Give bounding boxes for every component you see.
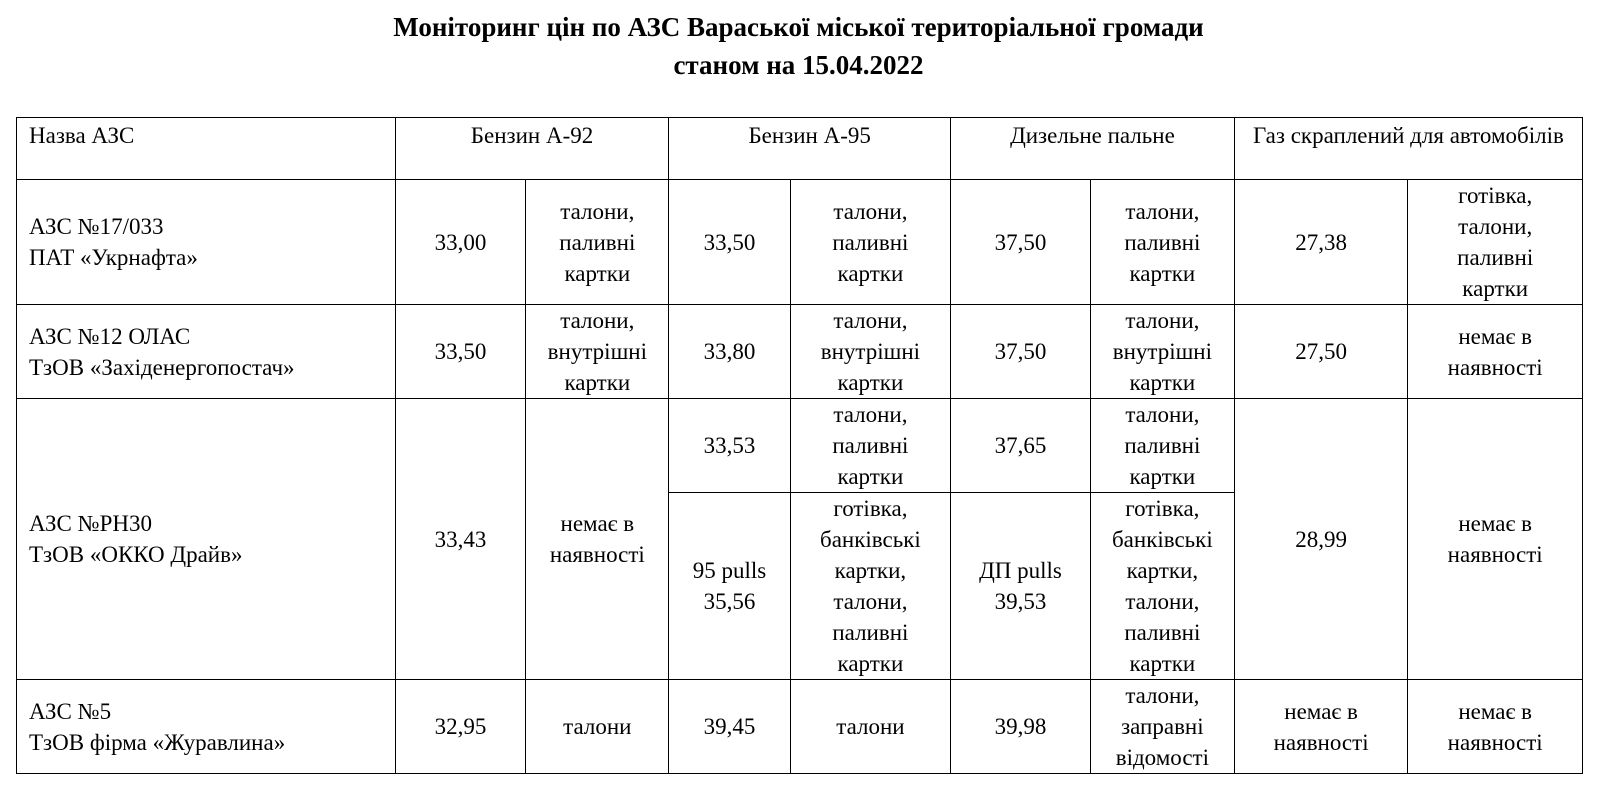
title-line-2: станом на 15.04.2022 xyxy=(673,50,924,80)
a92-price: 32,95 xyxy=(395,680,526,774)
station-name: АЗС №5 ТзОВ фірма «Журавлина» xyxy=(17,680,396,774)
a95-payment: талони xyxy=(790,680,950,774)
diesel-price: 37,65 xyxy=(951,399,1091,493)
diesel-pulls-payment: готівка, банківські картки, талони, паливні картки xyxy=(1090,493,1234,680)
a95-price: 33,80 xyxy=(669,305,790,399)
a92-price: 33,00 xyxy=(395,180,526,305)
gas-price: немає в наявності xyxy=(1234,680,1408,774)
diesel-payment: талони, паливні картки xyxy=(1090,180,1234,305)
header-a95: Бензин А-95 xyxy=(669,118,951,180)
gas-payment: готівка, талони, паливні картки xyxy=(1408,180,1583,305)
a95-pulls-price: 95 pulls 35,56 xyxy=(669,493,790,680)
diesel-price: 39,98 xyxy=(951,680,1091,774)
a95-price: 33,53 xyxy=(669,399,790,493)
station-name: АЗС №12 ОЛАС ТзОВ «Західенергопостач» xyxy=(17,305,396,399)
station-name: АЗС №17/033 ПАТ «Укрнафта» xyxy=(17,180,396,305)
a95-price: 39,45 xyxy=(669,680,790,774)
diesel-payment: талони, заправні відомості xyxy=(1090,680,1234,774)
diesel-payment: талони, паливні картки xyxy=(1090,399,1234,493)
a92-payment: талони xyxy=(526,680,669,774)
a92-price: 33,50 xyxy=(395,305,526,399)
table-row xyxy=(17,680,1583,774)
table-header-row xyxy=(17,118,1583,180)
a92-price: 33,43 xyxy=(395,399,526,680)
document-title xyxy=(0,8,1597,84)
table-row xyxy=(17,305,1583,399)
diesel-pulls-price: ДП pulls 39,53 xyxy=(951,493,1091,680)
a95-payment: талони, паливні картки xyxy=(790,180,950,305)
gas-price: 27,38 xyxy=(1234,180,1408,305)
table-row xyxy=(17,399,1583,493)
header-name: Назва АЗС xyxy=(17,118,396,180)
diesel-price: 37,50 xyxy=(951,180,1091,305)
title-line-1: Моніторинг цін по АЗС Вараської міської територіальної громади xyxy=(393,12,1204,42)
a92-payment: талони, внутрішні картки xyxy=(526,305,669,399)
header-diesel: Дизельне пальне xyxy=(951,118,1235,180)
a92-payment: немає в наявності xyxy=(526,399,669,680)
a92-payment: талони, паливні картки xyxy=(526,180,669,305)
gas-payment: немає в наявності xyxy=(1408,399,1583,680)
diesel-price: 37,50 xyxy=(951,305,1091,399)
a95-payment: талони, паливні картки xyxy=(790,399,950,493)
station-name: АЗС №РН30 ТзОВ «ОККО Драйв» xyxy=(17,399,396,680)
a95-price: 33,50 xyxy=(669,180,790,305)
gas-payment: немає в наявності xyxy=(1408,305,1583,399)
header-a92: Бензин А-92 xyxy=(395,118,669,180)
diesel-payment: талони, внутрішні картки xyxy=(1090,305,1234,399)
a95-pulls-payment: готівка, банківські картки, талони, паливні картки xyxy=(790,493,950,680)
a95-payment: талони, внутрішні картки xyxy=(790,305,950,399)
fuel-price-table xyxy=(16,117,1583,774)
gas-payment: немає в наявності xyxy=(1408,680,1583,774)
header-gas: Газ скраплений для автомобілів xyxy=(1234,118,1582,180)
gas-price: 28,99 xyxy=(1234,399,1408,680)
table-row xyxy=(17,180,1583,305)
gas-price: 27,50 xyxy=(1234,305,1408,399)
